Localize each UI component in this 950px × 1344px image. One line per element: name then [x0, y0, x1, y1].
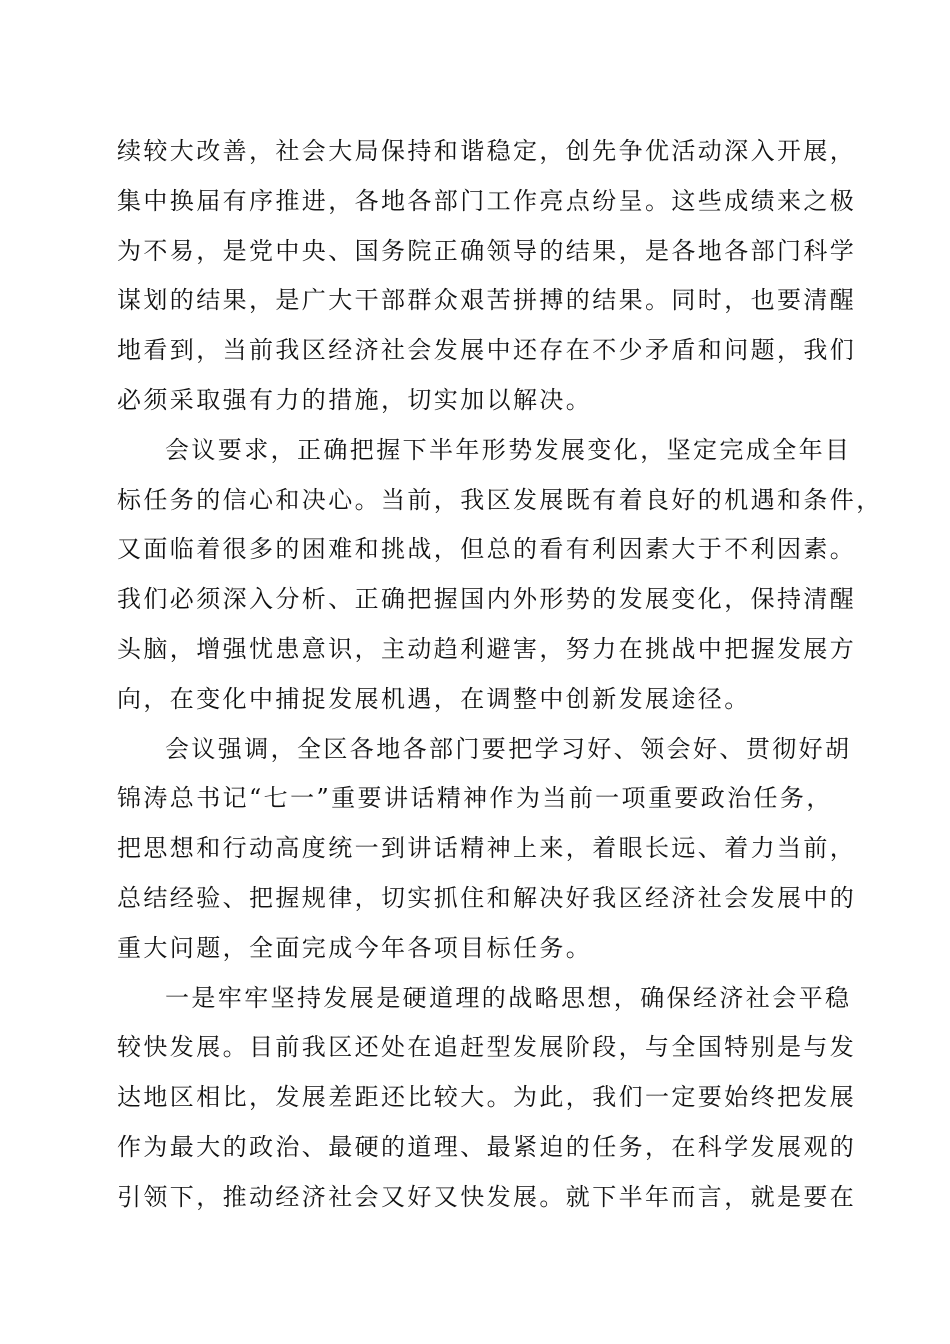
text-line: 谋划的结果，是广大干部群众艰苦拼搏的结果。同时，也要清醒: [117, 286, 857, 315]
text-line: 较快发展。目前我区还处在追赶型发展阶段，与全国特别是与发: [117, 1033, 857, 1062]
text-line: 锦涛总书记“七一”重要讲话精神作为当前一项重要政治任务，: [117, 784, 833, 813]
text-line: 向，在变化中捕捉发展机遇，在调整中创新发展途径。: [117, 684, 751, 713]
text-line: 我们必须深入分析、正确把握国内外形势的发展变化，保持清醒: [117, 585, 857, 614]
text-line: 又面临着很多的困难和挑战，但总的看有利因素大于不利因素。: [117, 535, 857, 564]
text-line: 为不易，是党中央、国务院正确领导的结果，是各地各部门科学: [117, 236, 857, 265]
text-line: 重大问题，全面完成今年各项目标任务。: [117, 933, 593, 962]
text-line: 标任务的信心和决心。当前，我区发展既有着良好的机遇和条件，: [117, 485, 883, 514]
paragraph-first-line: 会议强调，全区各地各部门要把学习好、领会好、贯彻好胡: [165, 734, 852, 763]
paragraph-first-line: 会议要求，正确把握下半年形势发展变化，坚定完成全年目: [165, 435, 852, 464]
text-line: 总结经验、把握规律，切实抓住和解决好我区经济社会发展中的: [117, 883, 857, 912]
body-text: [117, 127, 883, 1223]
text-line: 必须采取强有力的措施，切实加以解决。: [117, 385, 593, 414]
paragraph-first-line: 一是牢牢坚持发展是硬道理的战略思想，确保经济社会平稳: [165, 983, 852, 1012]
text-line: 作为最大的政治、最硬的道理、最紧迫的任务，在科学发展观的: [117, 1132, 857, 1161]
text-line: 头脑，增强忧患意识，主动趋利避害，努力在挑战中把握发展方: [117, 634, 857, 663]
text-line: 达地区相比，发展差距还比较大。为此，我们一定要始终把发展: [117, 1083, 857, 1112]
text-line: 引领下，推动经济社会又好又快发展。就下半年而言，就是要在: [117, 1182, 857, 1211]
text-line: 地看到，当前我区经济社会发展中还存在不少矛盾和问题，我们: [117, 336, 857, 365]
text-line: 把思想和行动高度统一到讲话精神上来，着眼长远、着力当前，: [117, 834, 857, 863]
text-line: 续较大改善，社会大局保持和谐稳定，创先争优活动深入开展，: [117, 137, 857, 165]
text-line: 集中换届有序推进，各地各部门工作亮点纷呈。这些成绩来之极: [117, 186, 857, 215]
